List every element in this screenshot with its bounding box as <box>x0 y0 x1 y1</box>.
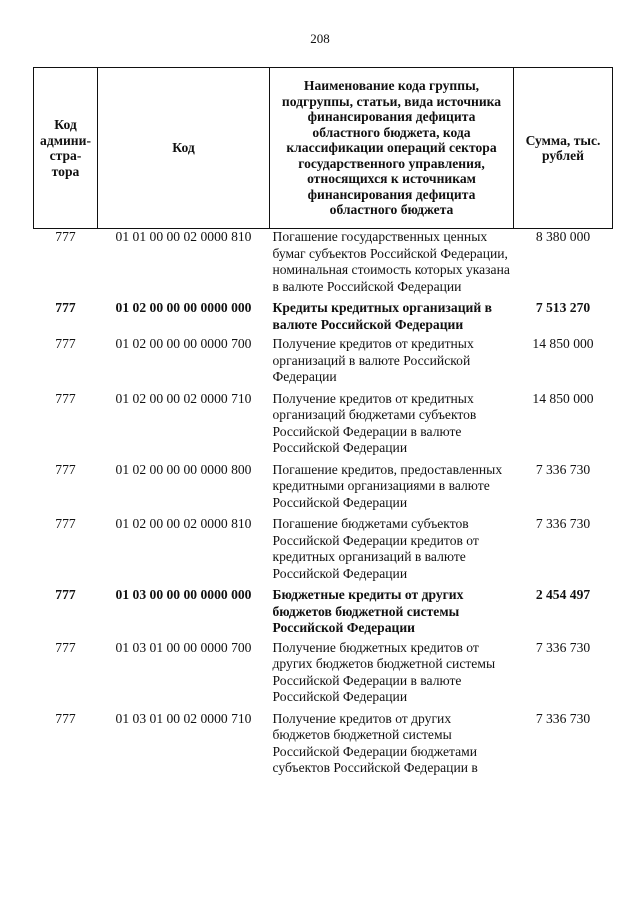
amount-cell: 7 336 730 <box>535 461 591 477</box>
name-cell: Погашение бюджетами субъектов Российской Федерации кредитов от кредитных организаций в валюте Российской Федерации <box>272 516 479 581</box>
table-row <box>34 637 613 706</box>
name-cell: Получение кредитов от кредитных организаций в валюте Российской Федерации <box>272 336 474 384</box>
code-cell: 01 03 01 00 00 0000 700 <box>115 639 252 655</box>
admin-code-cell: 777 <box>55 390 76 406</box>
name-cell: Получение бюджетных кредитов от других бюджетов бюджетной системы Российской Федерации в валюте Российской Федерации <box>272 639 496 704</box>
header-admin-code: Код админи-стра-тора <box>34 68 98 229</box>
amount-cell: 14 850 000 <box>532 390 594 406</box>
table-row <box>34 333 613 386</box>
admin-code-cell: 777 <box>55 336 76 351</box>
amount-cell: 2 454 497 <box>535 587 591 602</box>
amount-cell: 7 336 730 <box>535 516 591 531</box>
name-cell: Бюджетные кредиты от других бюджетов бюджетной системы Российской Федерации <box>272 587 464 635</box>
table-row <box>34 706 613 777</box>
admin-code-cell: 777 <box>55 710 76 726</box>
code-cell: 01 03 00 00 00 0000 000 <box>115 587 252 602</box>
code-cell: 01 01 00 00 02 0000 810 <box>115 229 252 244</box>
code-cell: 01 02 00 00 00 0000 000 <box>115 300 252 315</box>
header-code: Код <box>98 68 270 229</box>
table-row <box>34 229 613 296</box>
name-cell: Получение кредитов от кредитных организаций бюджетами субъектов Российской Федерации в валюте Российской Федерации <box>272 390 477 455</box>
admin-code-cell: 777 <box>55 516 76 531</box>
header-name: Наименование кода группы, подгруппы, статьи, вида источника финансирования дефицита областного бюджета, кода классификации операций сектора государственного управления, относящихся к источникам финансирования дефицита областного бюджета <box>270 68 514 229</box>
admin-code-cell: 777 <box>55 587 76 602</box>
table-row <box>34 386 613 457</box>
code-cell: 01 02 00 00 00 0000 700 <box>115 336 252 351</box>
amount-cell: 14 850 000 <box>532 336 594 351</box>
name-cell: Погашение кредитов, предоставленных кредитными организациями в валюте Российской Федерации <box>272 461 503 510</box>
table-row <box>34 457 613 512</box>
table-row <box>34 582 613 637</box>
admin-code-cell: 777 <box>55 461 76 477</box>
code-cell: 01 02 00 00 02 0000 810 <box>115 516 252 531</box>
amount-cell: 7 336 730 <box>535 639 591 655</box>
table-header-row <box>34 68 613 229</box>
page-number: 208 <box>310 31 330 46</box>
code-cell: 01 02 00 00 02 0000 710 <box>115 390 252 406</box>
table-row <box>34 511 613 582</box>
amount-cell: 7 513 270 <box>535 300 591 315</box>
admin-code-cell: 777 <box>55 639 76 655</box>
header-amount: Сумма, тыс. рублей <box>514 68 613 229</box>
code-cell: 01 02 00 00 00 0000 800 <box>115 461 252 477</box>
code-cell: 01 03 01 00 02 0000 710 <box>115 710 252 726</box>
budget-sources-table <box>33 67 613 777</box>
admin-code-cell: 777 <box>55 229 76 244</box>
name-cell: Кредиты кредитных организаций в валюте Российской Федерации <box>272 300 492 332</box>
name-cell: Получение кредитов от других бюджетов бюджетной системы Российской Федерации бюджетами субъектов Российской Федерации в <box>272 710 478 775</box>
name-cell: Погашение государственных ценных бумаг субъектов Российской Федерации, номинальная стоимость которых указана в валюте Российской Федерации <box>272 229 510 294</box>
amount-cell: 8 380 000 <box>535 229 591 244</box>
table-row <box>34 295 613 333</box>
admin-code-cell: 777 <box>55 300 76 315</box>
amount-cell: 7 336 730 <box>535 710 591 726</box>
